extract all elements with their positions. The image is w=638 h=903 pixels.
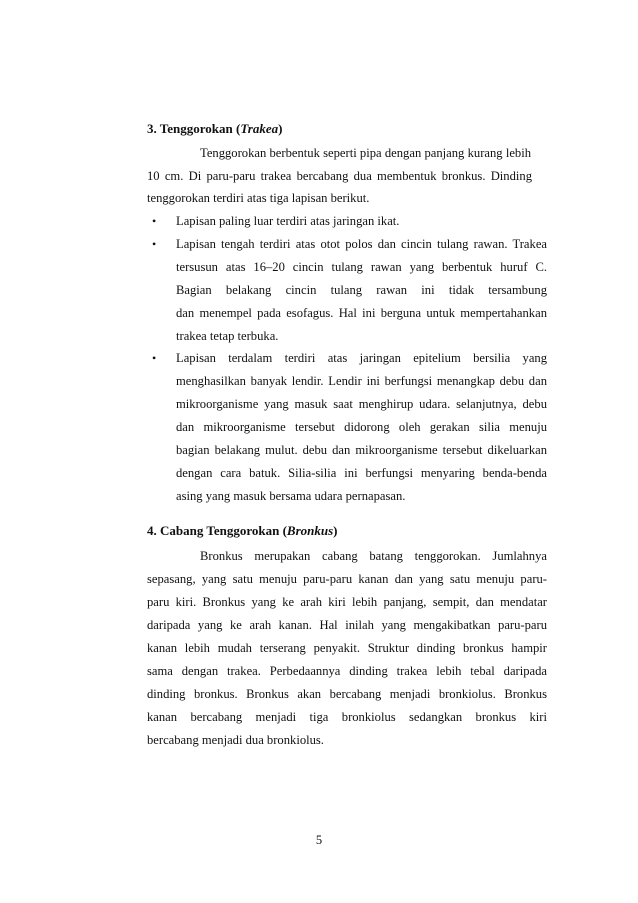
paragraph-line: Bronkus merupakan cabang batang tenggorokan. Jumlahnya [200,549,547,563]
paragraph-line: kanan lebih mudah terserang penyakit. Struktur dinding bronkus hampir [147,641,547,655]
bullet-marker: • [152,351,157,365]
bullet-line: tersusun atas 16–20 cincin tulang rawan yang berbentuk huruf C. [176,260,547,274]
paragraph-line: kanan bercabang menjadi tiga bronkiolus sedangkan bronkus kiri [147,710,547,724]
bullet-line: dan mikroorganisme tersebut didorong oleh gerakan silia menuju [176,420,547,434]
section-4-heading [147,523,338,539]
paragraph-line: sama dengan trakea. Perbedaannya dinding trakea lebih tebal daripada [147,664,547,678]
paragraph-line: paru kiri. Bronkus yang ke arah kiri lebih panjang, sempit, dan mendatar [147,595,547,609]
section-4-heading-close: ) [333,523,338,538]
section-3-heading-text: 3. Tenggorokan ( [147,121,241,136]
paragraph-line: tenggorokan terdiri atas tiga lapisan berikut. [147,191,370,205]
bullet-line: Lapisan tengah terdiri atas otot polos dan cincin tulang rawan. Trakea [176,237,547,251]
bullet-line: dengan cara batuk. Silia-silia ini berfungsi menyaring benda-benda [176,466,547,480]
bullet-line: menghasilkan banyak lendir. Lendir ini berfungsi menangkap debu dan [176,374,547,388]
bullet-marker: • [152,237,157,251]
paragraph-line: 10 cm. Di paru-paru trakea bercabang dua membentuk bronkus. Dinding [147,169,532,183]
paragraph-line: dinding bronkus. Bronkus akan bercabang menjadi bronkiolus. Bronkus [147,687,547,701]
bullet-line: Lapisan terdalam terdiri atas jaringan epitelium bersilia yang [176,351,547,365]
paragraph-line: Tenggorokan berbentuk seperti pipa dengan panjang kurang lebih [200,146,531,160]
bullet-line: dan menempel pada esofagus. Hal ini berguna untuk mempertahankan [176,306,547,320]
section-4-heading-italic: Bronkus [286,523,334,538]
page-number: 5 [315,833,323,847]
section-3-heading-close: ) [278,121,283,136]
paragraph-line: bercabang menjadi dua bronkiolus. [147,733,324,747]
paragraph-line: daripada yang ke arah kanan. Hal inilah yang mengakibatkan paru-paru [147,618,547,632]
bullet-line: bagian belakang mulut. debu dan mikroorganisme tersebut dikeluarkan [176,443,547,457]
bullet-line: trakea tetap terbuka. [176,329,279,343]
bullet-line: Bagian belakang cincin tulang rawan ini tidak tersambung [176,283,547,297]
section-3-heading [147,121,282,137]
section-4-heading-text: 4. Cabang Tenggorokan ( [147,523,287,538]
bullet-line: mikroorganisme yang masuk saat menghirup udara. selanjutnya, debu [176,397,547,411]
bullet-line: asing yang masuk bersama udara pernapasan. [176,489,406,503]
bullet-line: Lapisan paling luar terdiri atas jaringan ikat. [176,214,400,228]
bullet-marker: • [152,214,157,228]
paragraph-line: sepasang, yang satu menuju paru-paru kanan dan yang satu menuju paru- [147,572,547,586]
section-3-heading-italic: Trakea [240,121,279,136]
